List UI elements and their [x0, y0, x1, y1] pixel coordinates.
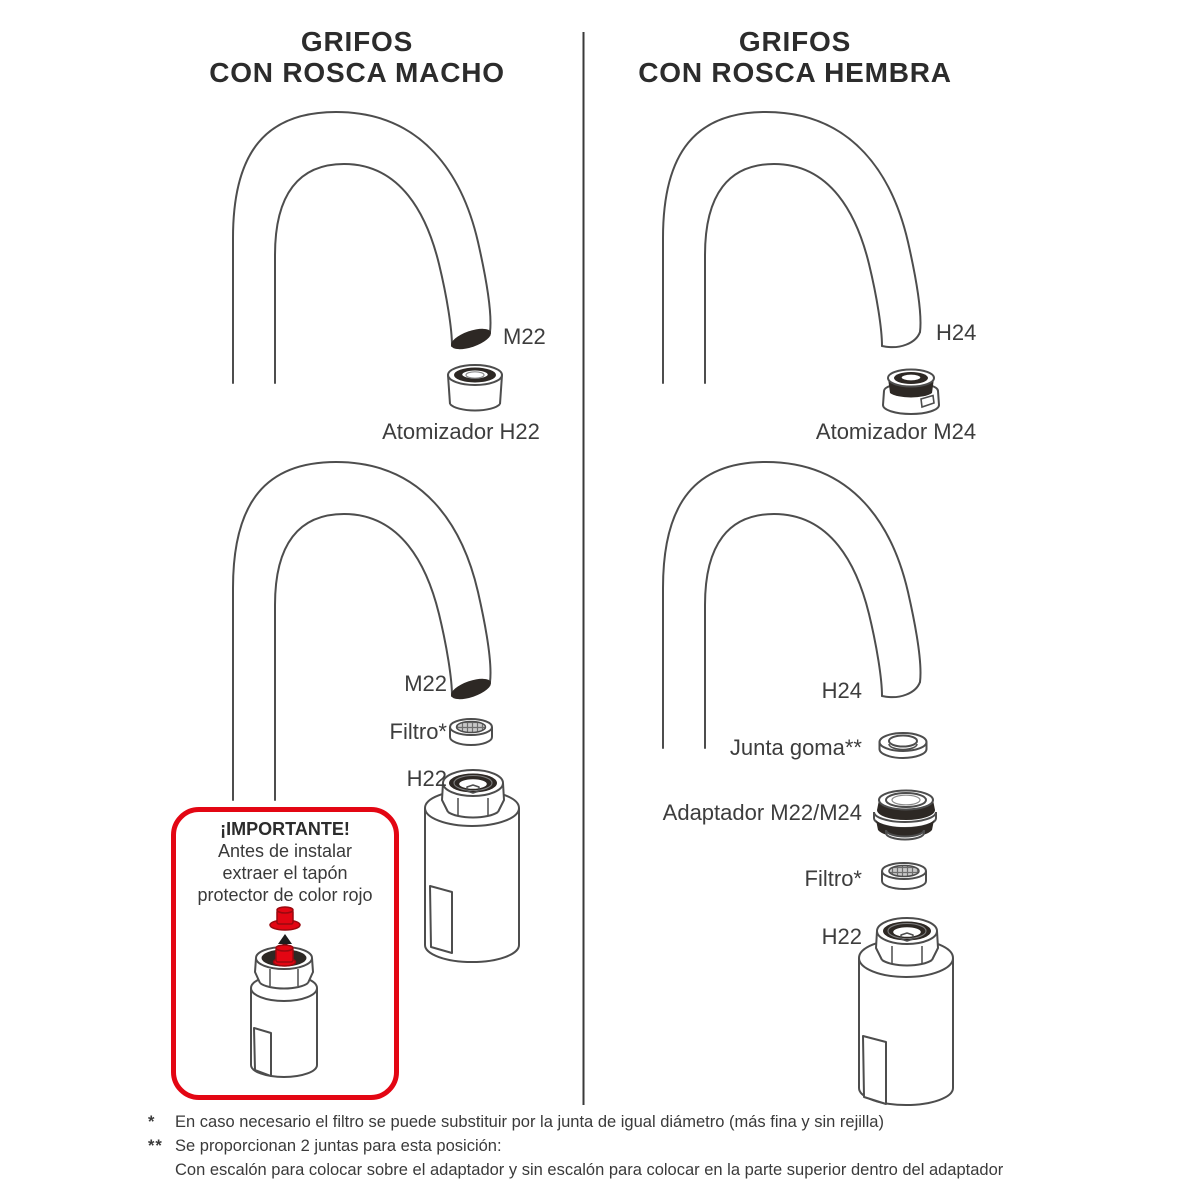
- atomizer-h22-right-icon: [859, 918, 953, 1105]
- faucet-female-h24-bottom-drawing: [663, 462, 921, 748]
- label-h22-right: H22: [821, 924, 862, 949]
- footnote-3-text: Con escalón para colocar sobre el adaptador y sin escalón para colocar en la parte superior dentro del adaptador: [175, 1161, 1004, 1179]
- label-filtro-right: Filtro*: [804, 866, 862, 891]
- adapter-m22-m24-icon: [874, 791, 936, 840]
- filter-disc-right-icon: [882, 863, 926, 889]
- footnote-2: [148, 1134, 1138, 1158]
- label-filtro-left: Filtro*: [389, 719, 447, 744]
- left-title-line2: CON ROSCA MACHO: [209, 57, 505, 88]
- label-h22-left: H22: [406, 766, 447, 791]
- footnote-3: [148, 1158, 1138, 1182]
- atomizer-h22-left-icon: [425, 770, 519, 962]
- important-title: ¡IMPORTANTE!: [220, 819, 350, 839]
- faucet-male-m22-top-drawing: [233, 112, 493, 383]
- label-atomizador-m24: Atomizador M24: [815, 419, 977, 444]
- footnote-2-marker: **: [148, 1137, 163, 1155]
- footnote-2-text: Se proporcionan 2 juntas para esta posición:: [175, 1137, 502, 1155]
- right-title-line2: CON ROSCA HEMBRA: [638, 57, 952, 88]
- filter-disc-left-icon: [450, 719, 492, 745]
- footnotes: [148, 1110, 1138, 1182]
- rubber-gasket-icon: [879, 733, 926, 758]
- label-m22-bottom: M22: [404, 671, 447, 696]
- important-line: Antes de instalar: [217, 841, 353, 861]
- aerator-h22-icon: [448, 365, 502, 411]
- important-note: [166, 818, 404, 906]
- label-atomizador-h22: Atomizador H22: [382, 419, 540, 444]
- label-m22-top: M22: [503, 324, 546, 349]
- aerator-m24-icon: [883, 370, 939, 415]
- left-title-line1: GRIFOS: [300, 26, 414, 57]
- footnote-1-marker: *: [148, 1113, 156, 1131]
- footnote-1: [148, 1110, 1138, 1134]
- important-line: protector de color rojo: [197, 885, 373, 905]
- label-junta-goma: Junta goma**: [729, 735, 862, 760]
- faucet-male-m22-bottom-drawing: [233, 462, 493, 800]
- label-h24-top: H24: [936, 320, 977, 345]
- label-adaptador-m22-m24: Adaptador M22/M24: [662, 800, 862, 825]
- right-column-title: [595, 26, 995, 88]
- left-column-title: [157, 26, 557, 88]
- faucet-female-h24-top-drawing: [663, 112, 921, 383]
- right-title-line1: GRIFOS: [738, 26, 852, 57]
- important-line: extraer el tapón: [222, 863, 348, 883]
- footnote-1-text: En caso necesario el filtro se puede substituir por la junta de igual diámetro (más fina y sin rejilla): [175, 1113, 884, 1131]
- label-h24-bottom: H24: [821, 678, 862, 703]
